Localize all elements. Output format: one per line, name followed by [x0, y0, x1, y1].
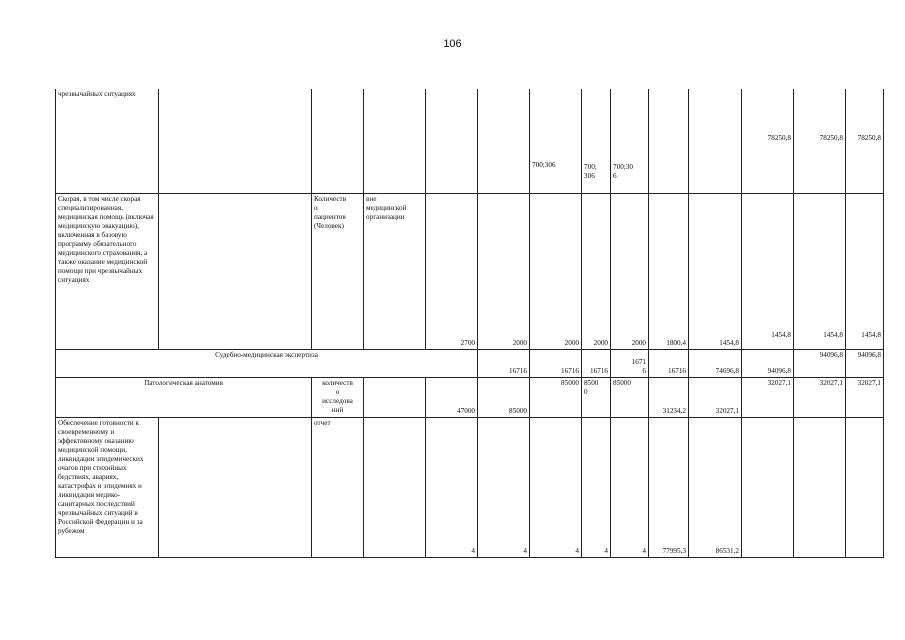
org-cell [364, 89, 426, 193]
service-name-cell: чрезвычайных ситуациях [56, 89, 159, 193]
value-cell: 32027,1 [742, 377, 794, 417]
value-cell: 2000 [478, 193, 530, 349]
unit-cell [312, 89, 364, 193]
value-cell: 4 [530, 417, 582, 557]
service-name-cell: Судебно-медицинская экспертиза [56, 349, 478, 377]
data-table [55, 89, 884, 558]
value-cell: 77995,3 [649, 417, 689, 557]
org-cell [364, 377, 426, 417]
unit-cell: количеств о исследова ний [312, 377, 364, 417]
table-row [56, 377, 884, 417]
value-cell: 94096,8 [742, 349, 794, 377]
value-cell: 85000 [530, 377, 582, 417]
value-cell: 1454,8 [794, 193, 846, 349]
value-cell: 32027,1 [846, 377, 884, 417]
unit-cell: отчет [312, 417, 364, 557]
page-number: 106 [443, 38, 462, 50]
value-cell: 1454,8 [742, 193, 794, 349]
value-cell [689, 89, 742, 193]
value-cell: 4 [611, 417, 649, 557]
empty-cell [159, 417, 312, 557]
value-cell [426, 89, 478, 193]
value-cell: 4 [426, 417, 478, 557]
value-cell: 4 [582, 417, 611, 557]
value-cell [794, 417, 846, 557]
value-cell: 700;30 6 [611, 89, 649, 193]
value-cell: 4 [478, 417, 530, 557]
value-cell: 700;306 [530, 89, 582, 193]
unit-cell: Количеств о пациентов (Человек) [312, 193, 364, 349]
service-name-cell: Патологическая анатомия [56, 377, 312, 417]
value-cell [846, 417, 884, 557]
value-cell: 700; 306 [582, 89, 611, 193]
value-cell: 2700 [426, 193, 478, 349]
value-cell [742, 417, 794, 557]
value-cell: 1454,8 [846, 193, 884, 349]
table-row [56, 89, 884, 193]
value-cell: 78250,8 [846, 89, 884, 193]
value-cell: 78250,8 [794, 89, 846, 193]
empty-cell [159, 89, 312, 193]
value-cell: 32027,1 [689, 377, 742, 417]
service-name-cell: Обеспечение готовности к своевременному и эффективному оказанию медицинской помощи, ликвидации эпидемических очагов при стихийных бедствиях, авариях, катастрофах и эпидемиях и ликвидация медико-санитарных последствий чрезвычайных ситуаций в Российской Федерации и за рубежом [56, 417, 159, 557]
value-cell [478, 89, 530, 193]
value-cell: 2000 [530, 193, 582, 349]
value-cell [649, 89, 689, 193]
value-cell: 94096,8 [846, 349, 884, 377]
value-cell: 85000 [611, 377, 649, 417]
value-cell: 8500 0 [582, 377, 611, 417]
table-row [56, 349, 884, 377]
value-cell: 1454,8 [689, 193, 742, 349]
value-cell: 2000 [611, 193, 649, 349]
value-cell: 16716 [530, 349, 582, 377]
value-cell: 1800,4 [649, 193, 689, 349]
org-cell: вне медицинской организации [364, 193, 426, 349]
value-cell: 47000 [426, 377, 478, 417]
value-cell: 85000 [478, 377, 530, 417]
value-cell: 16716 [478, 349, 530, 377]
value-cell: 1671 6 [611, 349, 649, 377]
value-cell: 32027,1 [794, 377, 846, 417]
value-cell: 16716 [649, 349, 689, 377]
value-cell: 78250,8 [742, 89, 794, 193]
value-cell: 2000 [582, 193, 611, 349]
table-row [56, 417, 884, 557]
empty-cell [159, 193, 312, 349]
table-row [56, 193, 884, 349]
org-cell [364, 417, 426, 557]
value-cell: 94096,8 [794, 349, 846, 377]
service-name-cell: Скорая, в том числе скорая специализированная, медицинская помощь (включая медицинскую эвакуацию), включенная в базовую программу обязательного медицинского страхования, а также оказание медицинской помощи при чрезвычайных ситуациях [56, 193, 159, 349]
value-cell: 16716 [582, 349, 611, 377]
value-cell: 74696,8 [689, 349, 742, 377]
value-cell: 86531,2 [689, 417, 742, 557]
value-cell: 31234,2 [649, 377, 689, 417]
